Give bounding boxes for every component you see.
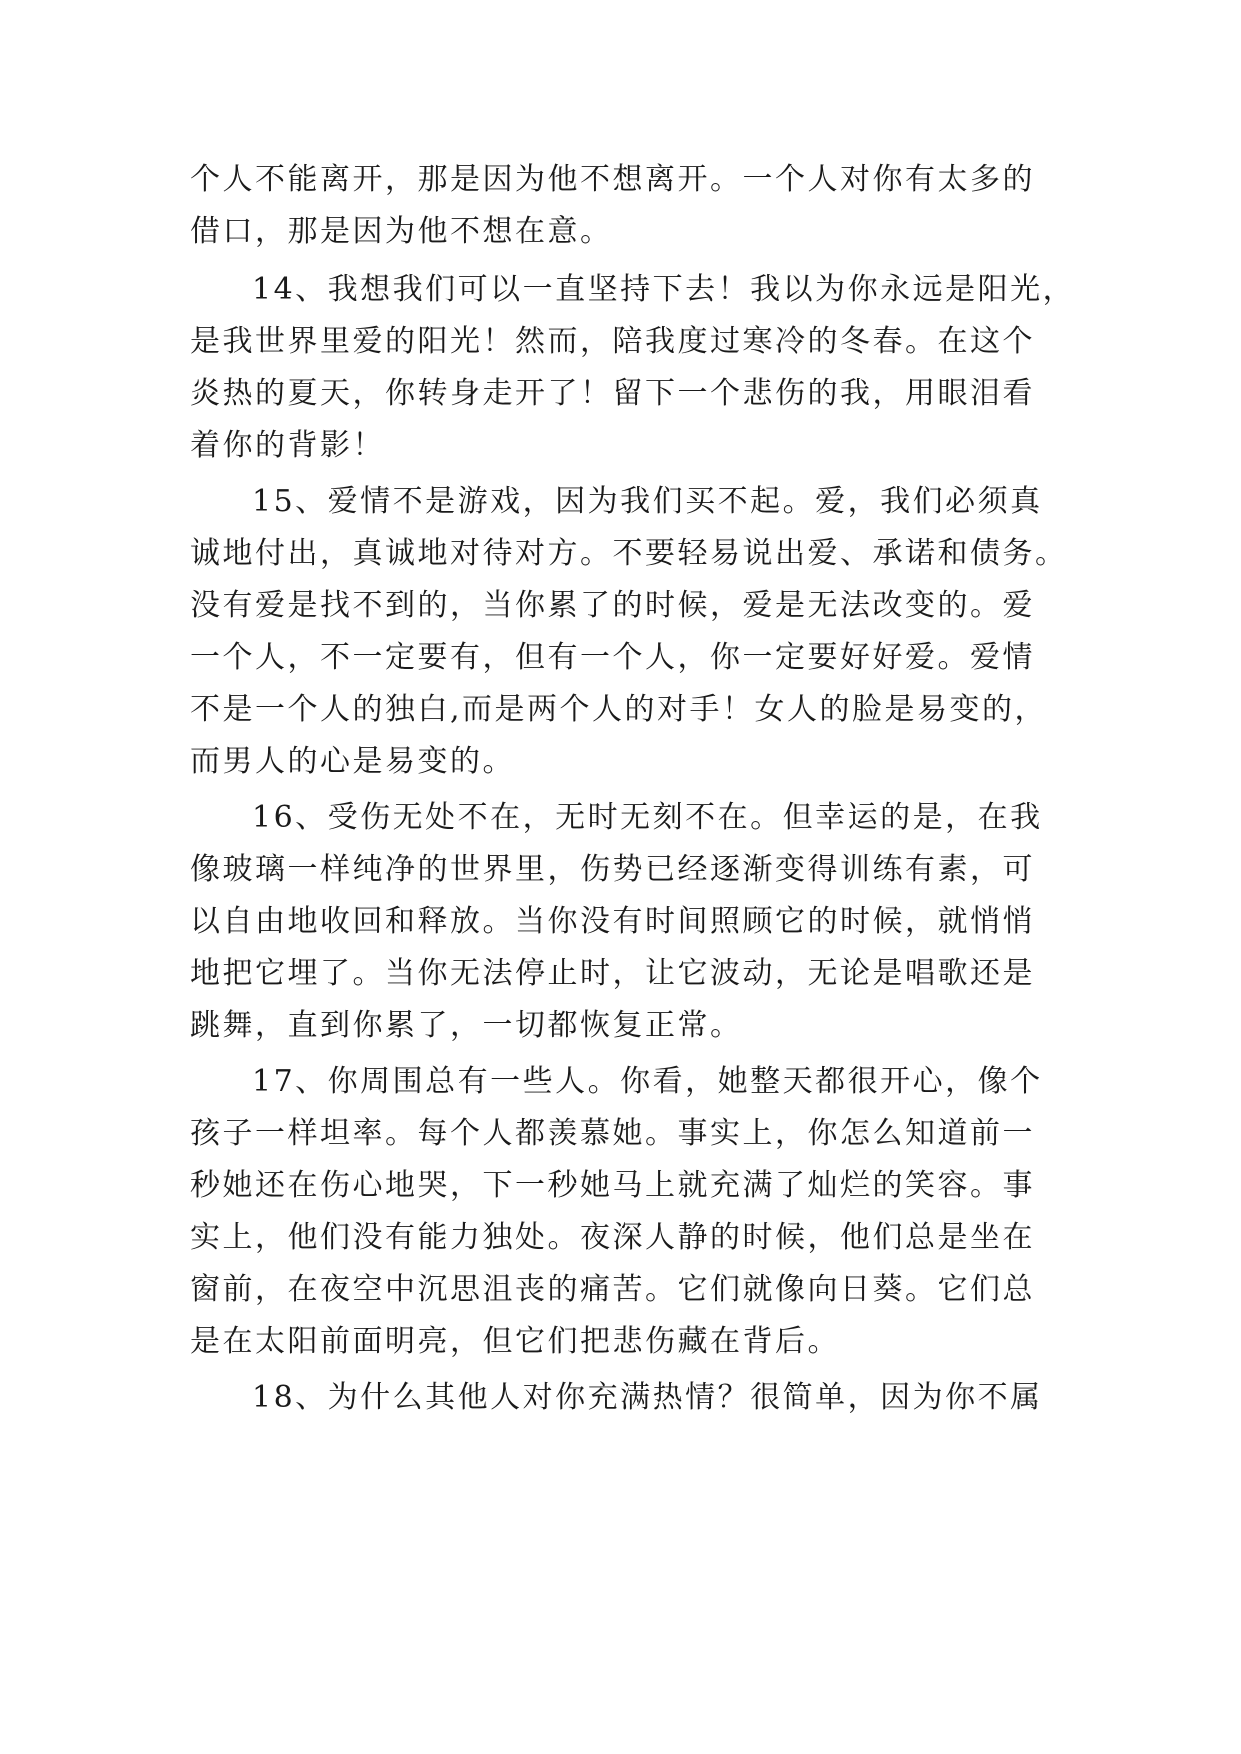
text-line: 诚地付出，真诚地对待对方。不要轻易说出爱、承诺和债务。 [190,536,1068,571]
text-line: 借口，那是因为他不想在意。 [190,214,613,249]
text-line: 不是一个人的独白,而是两个人的对手！女人的脸是易变的， [190,692,1048,727]
text-line: 窗前，在夜空中沉思沮丧的痛苦。它们就像向日葵。它们总 [190,1272,1035,1307]
text-line: 一个人，不一定要有，但有一个人，你一定要好好爱。爱情 [190,640,1035,675]
paragraph-18-start: 18、为什么其他人对你充满热情？很简单，因为你不属 [252,1380,1043,1415]
paragraph-17-start: 17、你周围总有一些人。你看，她整天都很开心，像个 [252,1064,1043,1099]
paragraph-14-start: 14、我想我们可以一直坚持下去！我以为你永远是阳光， [252,272,1076,307]
text-line: 跳舞，直到你累了，一切都恢复正常。 [190,1008,743,1043]
text-line: 地把它埋了。当你无法停止时，让它波动，无论是唱歌还是 [190,956,1035,991]
text-line: 是我世界里爱的阳光！然而，陪我度过寒冷的冬春。在这个 [190,324,1035,359]
text-line: 而男人的心是易变的。 [190,744,515,779]
paragraph-15-start: 15、爱情不是游戏，因为我们买不起。爱，我们必须真 [252,484,1043,519]
text-line: 秒她还在伤心地哭，下一秒她马上就充满了灿烂的笑容。事 [190,1168,1035,1203]
paragraph-16-start: 16、受伤无处不在，无时无刻不在。但幸运的是，在我 [252,800,1043,835]
text-line: 个人不能离开，那是因为他不想离开。一个人对你有太多的 [190,162,1035,197]
text-line: 实上，他们没有能力独处。夜深人静的时候，他们总是坐在 [190,1220,1035,1255]
text-line: 以自由地收回和释放。当你没有时间照顾它的时候，就悄悄 [190,904,1035,939]
text-line: 是在太阳前面明亮，但它们把悲伤藏在背后。 [190,1324,840,1359]
text-line: 像玻璃一样纯净的世界里，伤势已经逐渐变得训练有素，可 [190,852,1035,887]
text-line: 孩子一样坦率。每个人都羡慕她。事实上，你怎么知道前一 [190,1116,1035,1151]
text-line: 着你的背影！ [190,428,385,463]
text-line: 炎热的夏天，你转身走开了！留下一个悲伤的我，用眼泪看 [190,376,1035,411]
text-line: 没有爱是找不到的，当你累了的时候，爱是无法改变的。爱 [190,588,1035,623]
